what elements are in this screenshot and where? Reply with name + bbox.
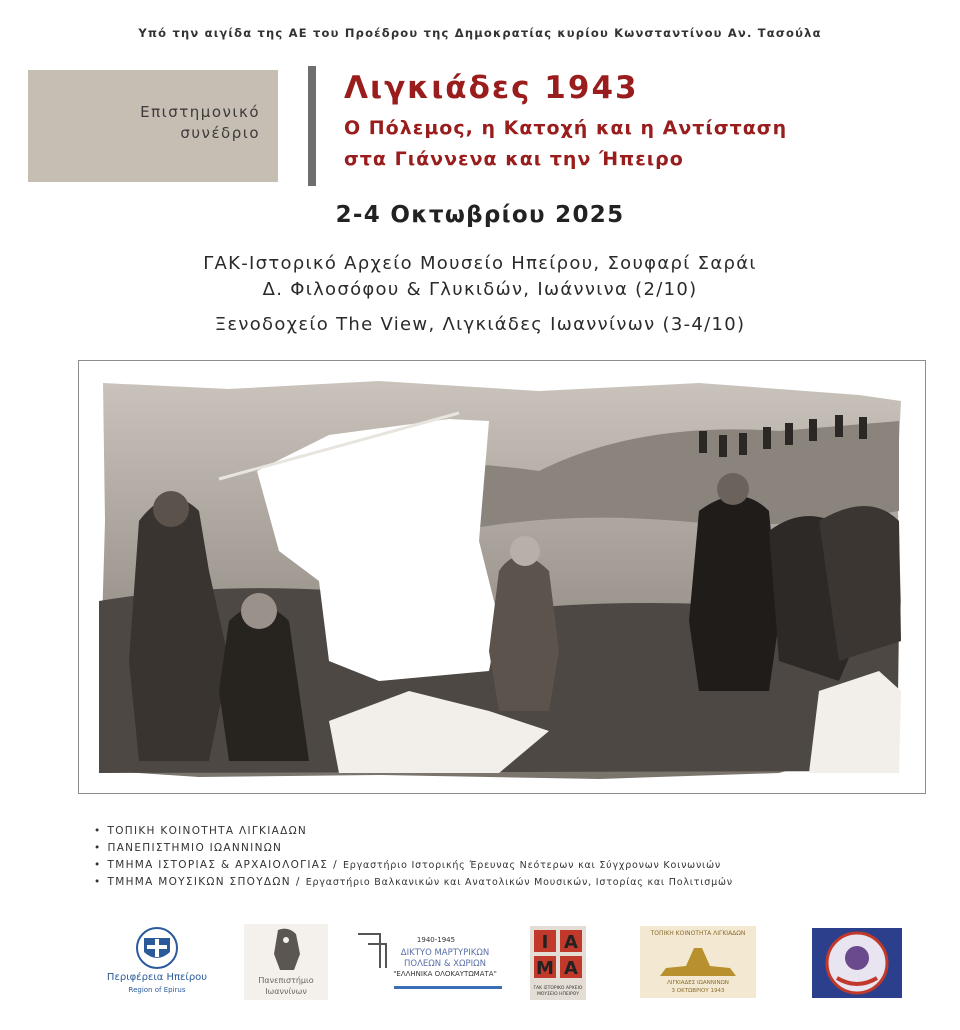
historical-photo <box>78 360 926 794</box>
divider-bar <box>308 66 316 186</box>
bullet: • <box>94 842 102 854</box>
historical-photo-image <box>79 361 925 793</box>
community-village: ΛΙΓΚΙΑΔΕΣ ΙΩΑΝΝΙΝΩΝ <box>667 980 729 986</box>
subtitle-line2: στα Γιάννενα και την Ήπειρο <box>344 148 684 170</box>
bullet: • <box>94 825 102 837</box>
conference-label-line2: συνέδριο <box>180 124 260 142</box>
conference-dates: 2-4 Οκτωβρίου 2025 <box>335 202 625 228</box>
organizer-item <box>94 823 733 840</box>
organizer-name: ΤΟΠΙΚΗ ΚΟΙΝΟΤΗΤΑ ΛΙΓΚΙΑΔΩΝ <box>107 825 308 837</box>
subtitle-line1: Ο Πόλεμος, η Κατοχή και η Αντίσταση <box>344 117 788 139</box>
music-society-logo <box>812 928 902 998</box>
venue-line3: Ξενοδοχείο The View, Λιγκιάδες Ιωαννίνων (3-4/10) <box>214 314 746 335</box>
community-date: 3 ΟΚΤΩΒΡΙΟΥ 1943 <box>671 988 725 994</box>
bullet: • <box>94 876 102 888</box>
archive-letter: Μ <box>536 958 554 979</box>
conference-label <box>140 102 260 144</box>
historical-archive-logo <box>530 926 586 1000</box>
local-community-logo <box>640 926 756 998</box>
archive-caption: ΓΑΚ ΙΣΤΟΡΙΚΟ ΑΡΧΕΙΟ ΜΟΥΣΕΙΟ ΗΠΕΙΡΟΥ <box>533 986 583 997</box>
venue-line1: ΓΑΚ-Ιστορικό Αρχείο Μουσείο Ηπείρου, Σουφαρί Σαράι <box>203 253 757 274</box>
conference-title: Λιγκιάδες 1943 <box>344 70 639 106</box>
conference-label-box <box>28 70 278 182</box>
network-name-line2: ΠΟΛΕΩΝ & ΧΩΡΙΩΝ <box>404 959 486 969</box>
organizer-item <box>94 840 733 857</box>
monument-icon <box>640 940 756 980</box>
separator: / <box>333 859 338 871</box>
epirus-name: Περιφέρεια Ηπείρου <box>106 972 208 983</box>
organizer-name: ΤΜΗΜΑ ΜΟΥΣΙΚΩΝ ΣΠΟΥΔΩΝ <box>107 876 291 888</box>
network-name-line3: "ΕΛΛΗΝΙΚΑ ΟΛΟΚΑΥΤΩΜΑΤΑ" <box>393 970 497 978</box>
network-years: 1940-1945 <box>416 936 456 944</box>
sponsor-logos <box>0 922 960 1002</box>
university-city: Ιωαννίνων <box>265 987 307 996</box>
conference-label-line1: Επιστημονικό <box>140 103 260 121</box>
organizer-name: ΠΑΝΕΠΙΣΤΗΜΙΟ ΙΩΑΝΝΙΝΩΝ <box>107 842 283 854</box>
bullet: • <box>94 859 102 871</box>
epirus-region-logo <box>92 926 222 998</box>
organizers-list <box>94 823 733 891</box>
emblem-icon <box>812 928 902 998</box>
venue-line2: Δ. Φιλοσόφου & Γλυκιδών, Ιωάννινα (2/10) <box>262 279 698 300</box>
patronage-line: Υπό την αιγίδα της ΑΕ του Προέδρου της Δημοκρατίας κυρίου Κωνσταντίνου Αν. Τασούλα <box>138 26 822 40</box>
community-name: ΤΟΠΙΚΗ ΚΟΙΝΟΤΗΤΑ ΛΙΓΚΙΑΔΩΝ <box>650 930 746 937</box>
archive-letter: Ι <box>541 932 549 953</box>
separator: / <box>295 876 301 888</box>
greek-emblem-icon <box>92 926 222 970</box>
organizer-item <box>94 874 733 891</box>
archive-letter: Α <box>564 958 578 979</box>
laboratory-name: Εργαστήριο Ιστορικής Έρευνας Νεότερων και Σύγχρονων Κοινωνιών <box>342 860 721 871</box>
university-name: Πανεπιστήμιο <box>258 976 314 985</box>
university-logo <box>244 924 328 1000</box>
organizer-item <box>94 857 733 874</box>
network-name-line1: ΔΙΚΤΥΟ ΜΑΡΤΥΡΙΚΩΝ <box>400 948 490 958</box>
network-underline <box>394 986 502 989</box>
iama-mark-icon <box>530 926 586 982</box>
epirus-name-en: Region of Epirus <box>128 986 186 994</box>
martyr-cities-network-logo <box>356 928 504 998</box>
organizer-name: ΤΜΗΜΑ ΙΣΤΟΡΙΑΣ & ΑΡΧΑΙΟΛΟΓΙΑΣ <box>107 859 329 871</box>
owl-icon <box>244 924 328 974</box>
laboratory-name: Εργαστήριο Βαλκανικών και Ανατολικών Μουσικών, Ιστορίας και Πολιτισμών <box>305 877 733 888</box>
archive-letter: Α <box>564 932 578 953</box>
